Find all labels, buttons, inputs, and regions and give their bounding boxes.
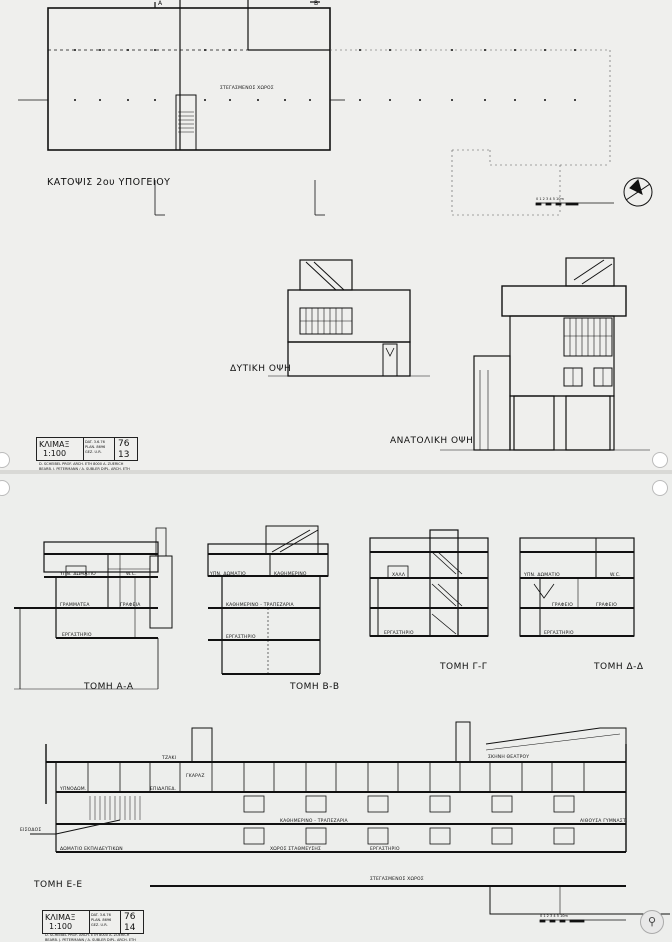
room-label: ΓΡΑΜΜΑΤΕΑ xyxy=(60,603,90,608)
lens-icon[interactable]: ⚲ xyxy=(640,910,664,934)
plan-room-label: ΣΤΕΓΑΣΜΕΝΟΣ ΧΩΡΟΣ xyxy=(220,86,274,91)
title-block-credits xyxy=(45,933,165,942)
section-dd xyxy=(520,538,634,636)
credit-line-1: D. SCHEIBEL PROF. ARCH. ETH 8000 A. ZUERICH xyxy=(39,462,124,466)
section-dd-title: ΤΟΜΗ Δ-Δ xyxy=(594,662,644,672)
room-label: W.C. xyxy=(126,572,137,577)
meta-drawn: GEZ. U.R. xyxy=(85,450,102,454)
scale-label: ΚΛΙΜΑΞ xyxy=(39,440,70,449)
section-bb-title: ΤΟΜΗ Β-Β xyxy=(290,682,340,692)
credit-line-1: D. SCHEIBEL PROF. ARCH. ETH 8000 A. ZUERICH xyxy=(45,933,130,937)
sheet-number-a: 76 xyxy=(124,912,136,922)
room-label: ΔΩΜΑΤΙΟ ΕΚΠΑΙΔΕΥΤΙΚΩΝ xyxy=(60,847,123,852)
credit-line-2: BEARB. J. PETERMANN / A. SUBLER DIPL. ARCH. ETH xyxy=(45,937,136,942)
section-ee xyxy=(30,722,670,914)
meta-plan: PLAN. 8696 xyxy=(85,445,106,449)
sheet-number-b: 13 xyxy=(118,450,130,460)
meta-plan: PLAN. 8696 xyxy=(91,918,112,922)
section-gg xyxy=(370,530,488,636)
scale-bar-top xyxy=(536,203,614,205)
scale-box xyxy=(37,438,84,460)
room-label: ΓΡΑΦΕΙΟ xyxy=(596,603,617,608)
binder-hole-right xyxy=(652,480,668,496)
west-elevation-title: ΔΥΤΙΚΗ ΟΨΗ xyxy=(230,364,292,374)
room-label: ΥΠΝ. ΔΩΜΑΤΙΟ xyxy=(60,572,96,577)
sheet-number xyxy=(114,438,137,460)
scale-value: 1:100 xyxy=(49,922,73,931)
room-label: ΥΠΝΟΔΩΜ. xyxy=(60,787,87,792)
meta-date: DAT. 3.6.76 xyxy=(91,913,111,917)
section-mark-b: B xyxy=(314,0,319,7)
room-label: ΚΑΘΗΜΕΡΙΝΟ xyxy=(274,572,307,577)
sections-drawing xyxy=(0,474,672,942)
west-elevation xyxy=(268,260,430,376)
room-label: ΕΠΙΔΑΠΕΔ. xyxy=(150,787,177,792)
plan-and-elevations-drawing xyxy=(0,0,672,470)
meta-date: DAT. 3.6.76 xyxy=(85,440,105,444)
plan-title: ΚΑΤΟΨΙΣ 2ου ΥΠΟΓΕΙΟΥ xyxy=(47,177,171,188)
credit-line-2: BEARB. J. PETERMANN / A. SUBLER DIPL. ARCH. ETH xyxy=(39,466,130,471)
scale-value: 1:100 xyxy=(43,449,67,458)
room-label: ΓΡΑΦΕΙΟ xyxy=(552,603,573,608)
room-label: ΕΙΣΟΔΟΣ xyxy=(20,828,42,833)
room-label: ΑΙΘΟΥΣΑ ΓΥΜΝΑΣΤ. xyxy=(580,819,628,824)
sheet-number-a: 76 xyxy=(118,439,130,449)
room-label: ΣΚΗΝΗ ΘΕΑΤΡΟΥ xyxy=(488,755,530,760)
scale-bar-label: 0 1 2 3 4 5 10m xyxy=(540,914,568,918)
room-label: ΓΚΑΡΑΖ xyxy=(186,774,205,779)
sheet-number xyxy=(120,911,143,933)
room-label: ΥΠΝ. ΔΩΜΑΤΙΟ xyxy=(524,573,560,578)
east-elevation-title: ΑΝΑΤΟΛΙΚΗ ΟΨΗ xyxy=(390,436,474,446)
drawing-sheet-14 xyxy=(0,474,672,942)
room-label: ΧΑΛΛ xyxy=(392,573,406,578)
room-label: ΕΡΓΑΣΤΗΡΙΟ xyxy=(384,631,414,636)
section-aa-title: ΤΟΜΗ Α-Α xyxy=(84,682,134,692)
room-label: ΚΑΘΗΜΕΡΙΝΟ - ΤΡΑΠΕΖΑΡΙΑ xyxy=(280,819,348,824)
room-label: ΕΡΓΑΣΤΗΡΙΟ xyxy=(226,635,256,640)
section-mark-a: A xyxy=(158,0,163,7)
meta-drawn: GEZ. U.R. xyxy=(91,923,108,927)
section-bb xyxy=(208,526,328,674)
sheet-number-b: 14 xyxy=(124,923,136,933)
east-elevation xyxy=(440,258,650,450)
room-label: ΕΡΓΑΣΤΗΡΙΟ xyxy=(544,631,574,636)
title-block xyxy=(36,437,138,471)
scale-bar-label: 0 1 2 3 4 5 10m xyxy=(536,197,564,201)
room-label: ΥΠΝ. ΔΩΜΑΤΙΟ xyxy=(210,572,246,577)
title-block xyxy=(42,910,144,942)
scale-bar-bottom xyxy=(540,920,626,922)
section-gg-title: ΤΟΜΗ Γ-Γ xyxy=(440,662,488,672)
scale-label: ΚΛΙΜΑΞ xyxy=(45,913,76,922)
room-label: ΣΤΕΓΑΣΜΕΝΟΣ ΧΩΡΟΣ xyxy=(370,877,424,882)
plan-outline xyxy=(48,8,330,150)
room-label: ΚΑΘΗΜΕΡΙΝΟ - ΤΡΑΠΕΖΑΡΙΑ xyxy=(226,603,294,608)
room-label: W.C. xyxy=(610,573,621,578)
room-label: ΕΡΓΑΣΤΗΡΙΟ xyxy=(62,633,92,638)
room-label: ΕΡΓΑΣΤΗΡΙΟ xyxy=(370,847,400,852)
room-label: ΓΡΑΦΕΙΑ xyxy=(120,603,141,608)
room-label: ΤΖΑΚΙ xyxy=(162,756,177,761)
drawing-sheet-13 xyxy=(0,0,672,470)
section-aa xyxy=(14,528,172,689)
room-label: ΧΩΡΟΣ ΣΤΑΘΜΕΥΣΗΣ xyxy=(270,847,322,852)
scale-box xyxy=(43,911,90,933)
binder-hole-right xyxy=(652,452,668,468)
section-ee-title: ΤΟΜΗ Ε-Ε xyxy=(34,880,83,890)
